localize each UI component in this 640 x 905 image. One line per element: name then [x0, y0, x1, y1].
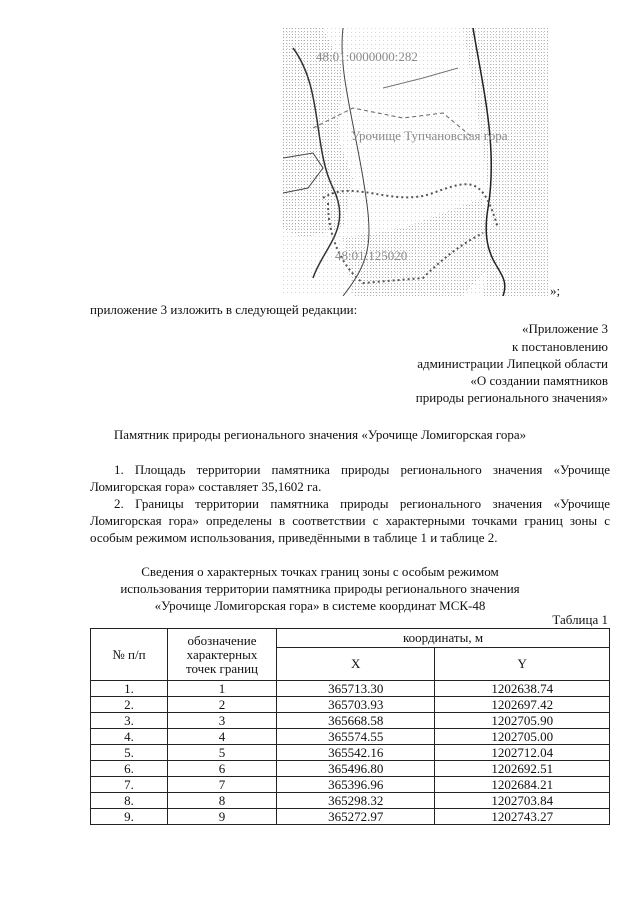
row-x: 365668.58	[277, 713, 435, 729]
row-y: 1202692.51	[435, 761, 610, 777]
table-row	[91, 809, 610, 825]
row-number: 3.	[91, 713, 168, 729]
table-row	[91, 793, 610, 809]
row-number: 1.	[91, 681, 168, 697]
header-line-3: администрации Липецкой области	[417, 356, 608, 371]
row-y: 1202697.42	[435, 697, 610, 713]
header-line-1: «Приложение 3	[521, 321, 608, 336]
table-caption-line-3: «Урочище Ломигорская гора» в системе координат МСК-48	[154, 598, 486, 613]
row-x: 365542.16	[277, 745, 435, 761]
header-point-line-1: обозначение	[187, 632, 257, 648]
header-y: Y	[435, 648, 610, 681]
header-point	[168, 629, 277, 681]
table-number-label: Таблица 1	[552, 612, 608, 627]
row-point: 9	[168, 809, 277, 825]
row-y: 1202638.74	[435, 681, 610, 697]
paragraph-boundaries: 2. Границы территории памятника природы регионального значения «Урочище Ломигорская гора» определены в соответствии с характерными точками границ зоны с особым режимом использования, приведёнными в таблице 1 и таблице 2.	[90, 496, 610, 545]
header-line-5: природы регионального значения»	[415, 390, 608, 405]
row-x: 365272.97	[277, 809, 435, 825]
table-row	[91, 681, 610, 697]
row-number: 6.	[91, 761, 168, 777]
table-row	[91, 729, 610, 745]
cadastral-map-image	[283, 28, 548, 296]
map-drawing	[283, 28, 548, 296]
row-number: 8.	[91, 793, 168, 809]
row-y: 1202703.84	[435, 793, 610, 809]
row-x: 365298.32	[277, 793, 435, 809]
paragraph-area: 1. Площадь территории памятника природы регионального значения «Урочище Ломигорская гора» составляет 35,1602 га.	[90, 462, 610, 494]
row-y: 1202712.04	[435, 745, 610, 761]
header-point-line-3: точек границ	[185, 660, 259, 676]
row-point: 4	[168, 729, 277, 745]
row-number: 9.	[91, 809, 168, 825]
row-point: 6	[168, 761, 277, 777]
row-number: 7.	[91, 777, 168, 793]
coordinates-table	[90, 628, 610, 825]
table-row	[91, 697, 610, 713]
table-row	[91, 777, 610, 793]
header-coordinates: координаты, м	[277, 629, 610, 648]
map-parcel-bottom-label: 48:01:125020	[335, 248, 408, 263]
intro-line: приложение 3 изложить в следующей редакции:	[90, 302, 358, 317]
row-number: 2.	[91, 697, 168, 713]
header-line-4: «О создании памятников	[470, 373, 608, 388]
row-y: 1202684.21	[435, 777, 610, 793]
table-row	[91, 713, 610, 729]
row-y: 1202743.27	[435, 809, 610, 825]
map-parcel-top-label: 48:01:0000000:282	[316, 49, 418, 64]
header-x: X	[277, 648, 435, 681]
row-y: 1202705.90	[435, 713, 610, 729]
row-point: 8	[168, 793, 277, 809]
row-number: 5.	[91, 745, 168, 761]
row-x: 365703.93	[277, 697, 435, 713]
map-closing-quote: »;	[550, 283, 561, 298]
row-point: 1	[168, 681, 277, 697]
row-x: 365396.96	[277, 777, 435, 793]
document-title: Памятник природы регионального значения «Урочище Ломигорская гора»	[113, 427, 527, 442]
row-point: 2	[168, 697, 277, 713]
table-caption-line-2: использования территории памятника природы регионального значения	[120, 581, 520, 596]
row-number: 4.	[91, 729, 168, 745]
map-area-name-label: Урочище Тупчановская гора	[351, 128, 508, 143]
row-x: 365713.30	[277, 681, 435, 697]
table-row	[91, 761, 610, 777]
header-line-2: к постановлению	[511, 339, 608, 354]
row-x: 365496.80	[277, 761, 435, 777]
row-point: 3	[168, 713, 277, 729]
row-point: 5	[168, 745, 277, 761]
table-row	[91, 745, 610, 761]
row-y: 1202705.00	[435, 729, 610, 745]
row-point: 7	[168, 777, 277, 793]
header-point-line-2: характерных	[186, 646, 258, 662]
row-x: 365574.55	[277, 729, 435, 745]
table-caption-line-1: Сведения о характерных точках границ зоны с особым режимом	[141, 564, 499, 579]
header-number: № п/п	[91, 629, 168, 681]
